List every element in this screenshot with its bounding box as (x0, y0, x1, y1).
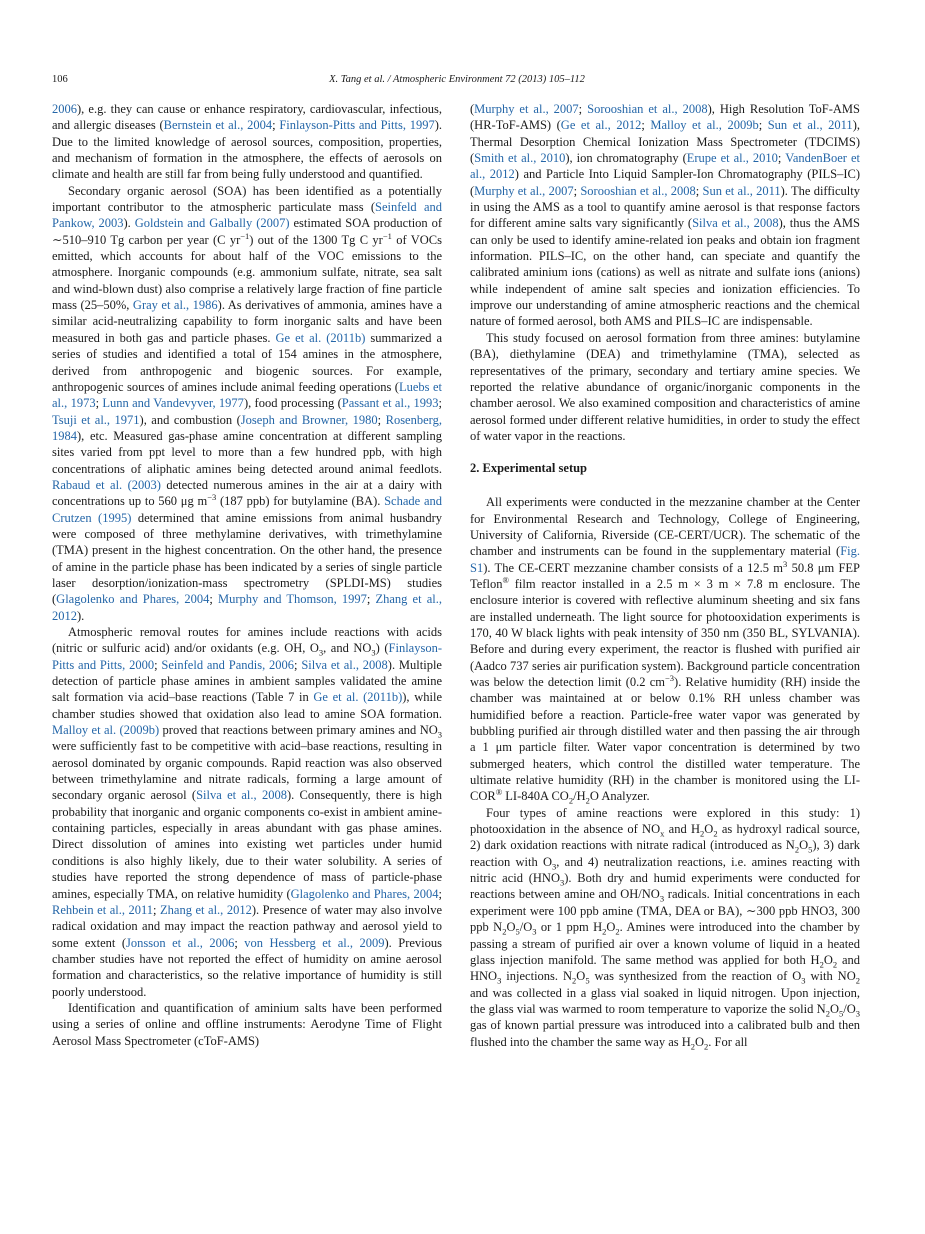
citation-link[interactable]: Rabaud et al. (2003) (52, 477, 161, 492)
paragraph: Secondary organic aerosol (SOA) has been identified as a potentially important contributor to the atmospheric particulate mass (Seinfeld and Pankow, 2003). Goldstein and Galbally (2007) estimated SOA production of ∼510–910 Tg carbon per year (C $yr^{-1}$) out of the 1300 Tg C $yr^{-1}$ of VOCs emitted, which accounts for about half of the VOC emissions to the atmosphere. Inorganic compounds (e.g. ammonium sulfate, nitrate, sea salt and wind-blown dust) also comprise a relatively large fraction of fine particle mass (25–50%, Gray et al., 1986). As derivatives of ammonia, amines have a similar acid-neutralizing capability to form inorganic salts and have been measured in both gas and particle phases. Ge et al. (2011b) summarized a series of studies and identified a total of 154 amines in the atmosphere, derived from anthropogenic and biogenic sources. For example, anthropogenic sources of amines include animal feeding operations (Luebs et al., 1973; Lunn and Vandevyver, 1977), food processing (Passant et al., 1993; Tsuji et al., 1971), and combustion (Joseph and Browner, 1980; Rosenberg, 1984), etc. Measured gas-phase amine concentration at different sampling sites varied from ppt level to more than a few hundred ppb, with high concentrations of aliphatic amines being detected around animal feedlots. Rabaud et al. (2003) detected numerous amines in the air at a dairy with concentrations up to 560 μg $m^{-3}$ (187 ppb) for butylamine (BA). Schade and Crutzen (1995) determined that amine emissions from animal husbandry were composed of three methylamine derivatives, with trimethylamine (TMA) present in the highest concentration. On the other hand, the presence of amine in the particle phase has been indicated by a series of single particle laser desorption/ionization-mass spectrometry (SPLDI-MS) studies (Glagolenko and Phares, 2004; Murphy and Thomson, 1997; Zhang et al., 2012). (52, 183, 443, 623)
citation-link[interactable]: Bernstein et al., 2004 (163, 118, 273, 133)
citation-link[interactable]: Murphy and Thomson, 1997 (218, 592, 367, 607)
paragraph: This study focused on aerosol formation from three amines: butylamine (BA), diethylamine (DEA) and trimethylamine (TMA), selected as representatives of the primary, secondary and tertiary amine species. We reported the relative abundance of organic/inorganic components in the chamber aerosol. We also examined composition and characteristics of amine aerosol formed under different relative humidities, in order to study the effect of water vapor in the reactions. (470, 330, 860, 443)
citation-link[interactable]: Gray et al., 1986 (132, 298, 218, 313)
citation-link[interactable]: Goldstein and Galbally (2007) (134, 216, 290, 231)
citation-link[interactable]: Silva et al., 2008 (301, 657, 388, 672)
citation-link[interactable]: Murphy et al., 2007 (474, 183, 574, 198)
citation-link[interactable]: Rehbein et al., 2011 (52, 902, 154, 917)
citation-link[interactable]: Sorooshian et al., 2008 (580, 183, 696, 198)
citation-link[interactable]: Finlayson-Pitts and Pitts, 1997 (279, 118, 435, 133)
paragraph: Four types of amine reactions were explored in this study: 1) photooxidation in the absence of $NO_x$ and $H_2O_2$ as hydroxyl radical source, 2) dark oxidation reactions with nitrate radical (introduced as $N_2O_5$), 3) dark reaction with $O_3$, and 4) neutralization reactions, i.e. amines reacting with nitric acid $(HNO_3)$. Both dry and humid experiments were conducted for reactions between amine and $OH/NO_3$ radicals. Initial concentrations in each experiment were 100 ppb amine (TMA, DEA or BA), ∼300 ppb HNO3, 300 ppb $N_2O_5/O_3$ or 1 ppm $H_2O_2$. Amines were introduced into the chamber by passing a stream of purified air over a known volume of liquid in a heated glass injection manifold. The same method was applied for both $H_2O_2$ and $HNO_3$ injections. $N_2O_5$ was synthesized from the reaction of $O_3$ with $NO_2$ and was collected in a glass vial soaked in liquid nitrogen. Upon injection, the glass vial was warmed to room temperature to vaporize the solid $N_2O_5/O_3$ gas of known partial pressure was introduced into a calibrated bulb and then flushed into the chamber the same way as $H_2O_2$. For all (470, 805, 860, 1052)
right-column (470, 101, 860, 1050)
citation-link[interactable]: Ge et al. (2011b) (313, 690, 403, 705)
page-header (52, 73, 862, 87)
citation-link[interactable]: Schade and Crutzen (1995) (52, 494, 442, 525)
citation-link[interactable]: Malloy et al. (2009b) (52, 723, 160, 738)
citation-link[interactable]: Seinfeld and Pandis, 2006 (161, 657, 295, 672)
citation-link[interactable]: Jonsson et al., 2006 (126, 935, 235, 950)
paragraph: All experiments were conducted in the mezzanine chamber at the Center for Environmental Research and Technology, College of Engineering, University of California, Riverside (CE-CERT/UCR). The schematic of the chamber and instruments can be found in the supplementary material (Fig. S1). The CE-CERT mezzanine chamber consists of a 12.5 $m^3$ 50.8 μm FEP Teflon® film reactor installed in a 2.5 m × 3 m × 7.8 m enclosure. The enclosure interior is covered with reflective aluminum sheeting and six fans are installed underneath. The light source for photooxidation experiments is 170, 40 W black lights with peak intensity of 350 nm (350 BL, SYLVANIA). Before and during every experiment, the reactor is flushed with purified air (Aadco 737 series air purification system). Background particle concentration was below the detection limit (0.2 $cm^{-3}$). Relative humidity (RH) inside the chamber was maintained at or below 0.1% RH unless chamber was humidified before a reaction. Particle-free water vapor was generated by bubbling purified air through distilled water and then passing the air through a 1 μm particle filter. Water vapor concentration is determined by two submerged heaters, which control the distilled water temperature. The ultimate relative humidity (RH) in the chamber is monitored using the LI-COR® LI-840A $CO_2/H_2O$ Analyzer. (470, 495, 860, 806)
citation-link[interactable]: Smith et al., 2010 (474, 151, 566, 166)
citation-link[interactable]: Sun et al., 2011 (767, 118, 853, 133)
citation-link[interactable]: Zhang et al., 2012 (52, 592, 442, 623)
citation-link[interactable]: Seinfeld and Pankow, 2003 (52, 200, 442, 231)
citation-link[interactable]: Fig. S1 (470, 544, 860, 575)
paragraph: 2006), e.g. they can cause or enhance respiratory, cardiovascular, infectious, and allergic diseases (Bernstein et al., 2004; Finlayson-Pitts and Pitts, 1997). Due to the limited knowledge of aerosol sources, composition, properties, and mechanism of formation in the atmosphere, the effects of aerosols on climate and health are still far from being fully understood and quantified. (52, 102, 443, 182)
citation-link[interactable]: Silva et al., 2008 (692, 216, 779, 231)
citation-link[interactable]: Rosenberg, 1984 (52, 412, 442, 443)
citation-link[interactable]: Finlayson-Pitts and Pitts, 2000 (52, 641, 442, 672)
paragraph: (Murphy et al., 2007; Sorooshian et al., 2008), High Resolution ToF-AMS (HR-ToF-AMS) (Ge et al., 2012; Malloy et al., 2009b; Sun et al., 2011), Thermal Desorption Chemical Ionization Mass Spectrometer (TDCIMS) (Smith et al., 2010), ion chromatography (Erupe et al., 2010; VandenBoer et al., 2012) and Particle Into Liquid Sampler-Ion Chromatography (PILS–IC) (Murphy et al., 2007; Sorooshian et al., 2008; Sun et al., 2011). The difficulty in using the AMS as a tool to quantify amine aerosol is that response factors for different amine salts vary significantly (Silva et al., 2008), thus the AMS can only be used to identify amine-related ion peaks and obtain ion fragment information. PILS–IC, on the other hand, can speciate and quantify the calibrated aminium ions (cations) as well as nitrate and sulfate ions (anions) while independent of amine salt species and ionization efficiencies. To improve our understanding of amine atmospheric reactions and the chemical nature of formed aerosol, both AMS and PILS–IC are indispensable. (470, 102, 861, 329)
page-number: 106 (52, 74, 68, 85)
citation-link[interactable]: Ge et al. (2011b) (275, 330, 366, 345)
section-heading: 2. Experimental setup (470, 461, 588, 476)
citation-link[interactable]: Glagolenko and Phares, 2004 (56, 592, 210, 607)
citation-link[interactable]: Passant et al., 1993 (341, 396, 439, 411)
citation-link[interactable]: Sun et al., 2011 (702, 183, 781, 198)
citation-link[interactable]: von Hessberg et al., 2009 (244, 935, 385, 950)
citation-link[interactable]: Joseph and Browner, 1980 (240, 412, 378, 427)
citation-link[interactable]: 2006 (52, 102, 77, 116)
citation-link[interactable]: Sorooshian et al., 2008 (587, 102, 708, 116)
citation-link[interactable]: Erupe et al., 2010 (686, 151, 778, 166)
running-title: X. Tang et al. / Atmospheric Environment 72 (2013) 105–112 (329, 74, 585, 85)
citation-link[interactable]: Glagolenko and Phares, 2004 (290, 886, 439, 901)
citation-link[interactable]: Tsuji et al., 1971 (52, 412, 140, 427)
citation-link[interactable]: Murphy et al., 2007 (474, 102, 579, 116)
paragraph: Identification and quantification of aminium salts have been performed using a series of online and offline instruments: Aerodyne Time of Flight Aerosol Mass Spectrometer (cToF-AMS) (52, 1000, 442, 1048)
citation-link[interactable]: Luebs et al., 1973 (52, 379, 442, 411)
citation-link[interactable]: Malloy et al., 2009b (650, 118, 759, 133)
citation-link[interactable]: Zhang et al., 2012 (160, 902, 252, 917)
citation-link[interactable]: VandenBoer et al., 2012 (470, 151, 861, 182)
citation-link[interactable]: Ge et al., 2012 (560, 118, 642, 133)
citation-link[interactable]: Lunn and Vandevyver, 1977 (102, 396, 244, 411)
left-column (52, 101, 442, 1049)
paragraph: Atmospheric removal routes for amines include reactions with acids (nitric or sulfuric acid) and/or oxidants (e.g. OH, $O_3$, and $NO_3$) (Finlayson-Pitts and Pitts, 2000; Seinfeld and Pandis, 2006; Silva et al., 2008). Multiple detection of particle phase amines in ambient samples validated the amine salt formation via acid–base reactions (Table 7 in Ge et al. (2011b)), while chamber studies showed that oxidation also lead to amine SOA formation. Malloy et al. (2009b) proved that reactions between primary amines and $NO_3$ were sufficiently fast to be competitive with acid–base reactions, resulting in aerosol dominated by organic compounds. Rapid reaction was also observed between trimethylamine and nitrate radicals, forming a large amount of secondary organic aerosol (Silva et al., 2008). Consequently, there is high probability that inorganic and organic components co-exist in ambient amine-containing particles, especially in areas abundant with gas phase amines. Direct dissolution of amines into existing wet particles under humid conditions is also highly likely, due to their water solubility. A series of studies have reported the strong dependence of mass of particle-phase amines, especially TMA, on relative humidity (Glagolenko and Phares, 2004; Rehbein et al., 2011; Zhang et al., 2012). Presence of water may also involve radical oxidation and may impact the reaction pathway and aerosol yield to some extent (Jonsson et al., 2006; von Hessberg et al., 2009). Previous chamber studies have not reported the effect of humidity on amine aerosol formation and characteristics, so the relative importance of humidity is still poorly understood. (52, 625, 443, 999)
citation-link[interactable]: Silva et al., 2008 (196, 788, 287, 803)
